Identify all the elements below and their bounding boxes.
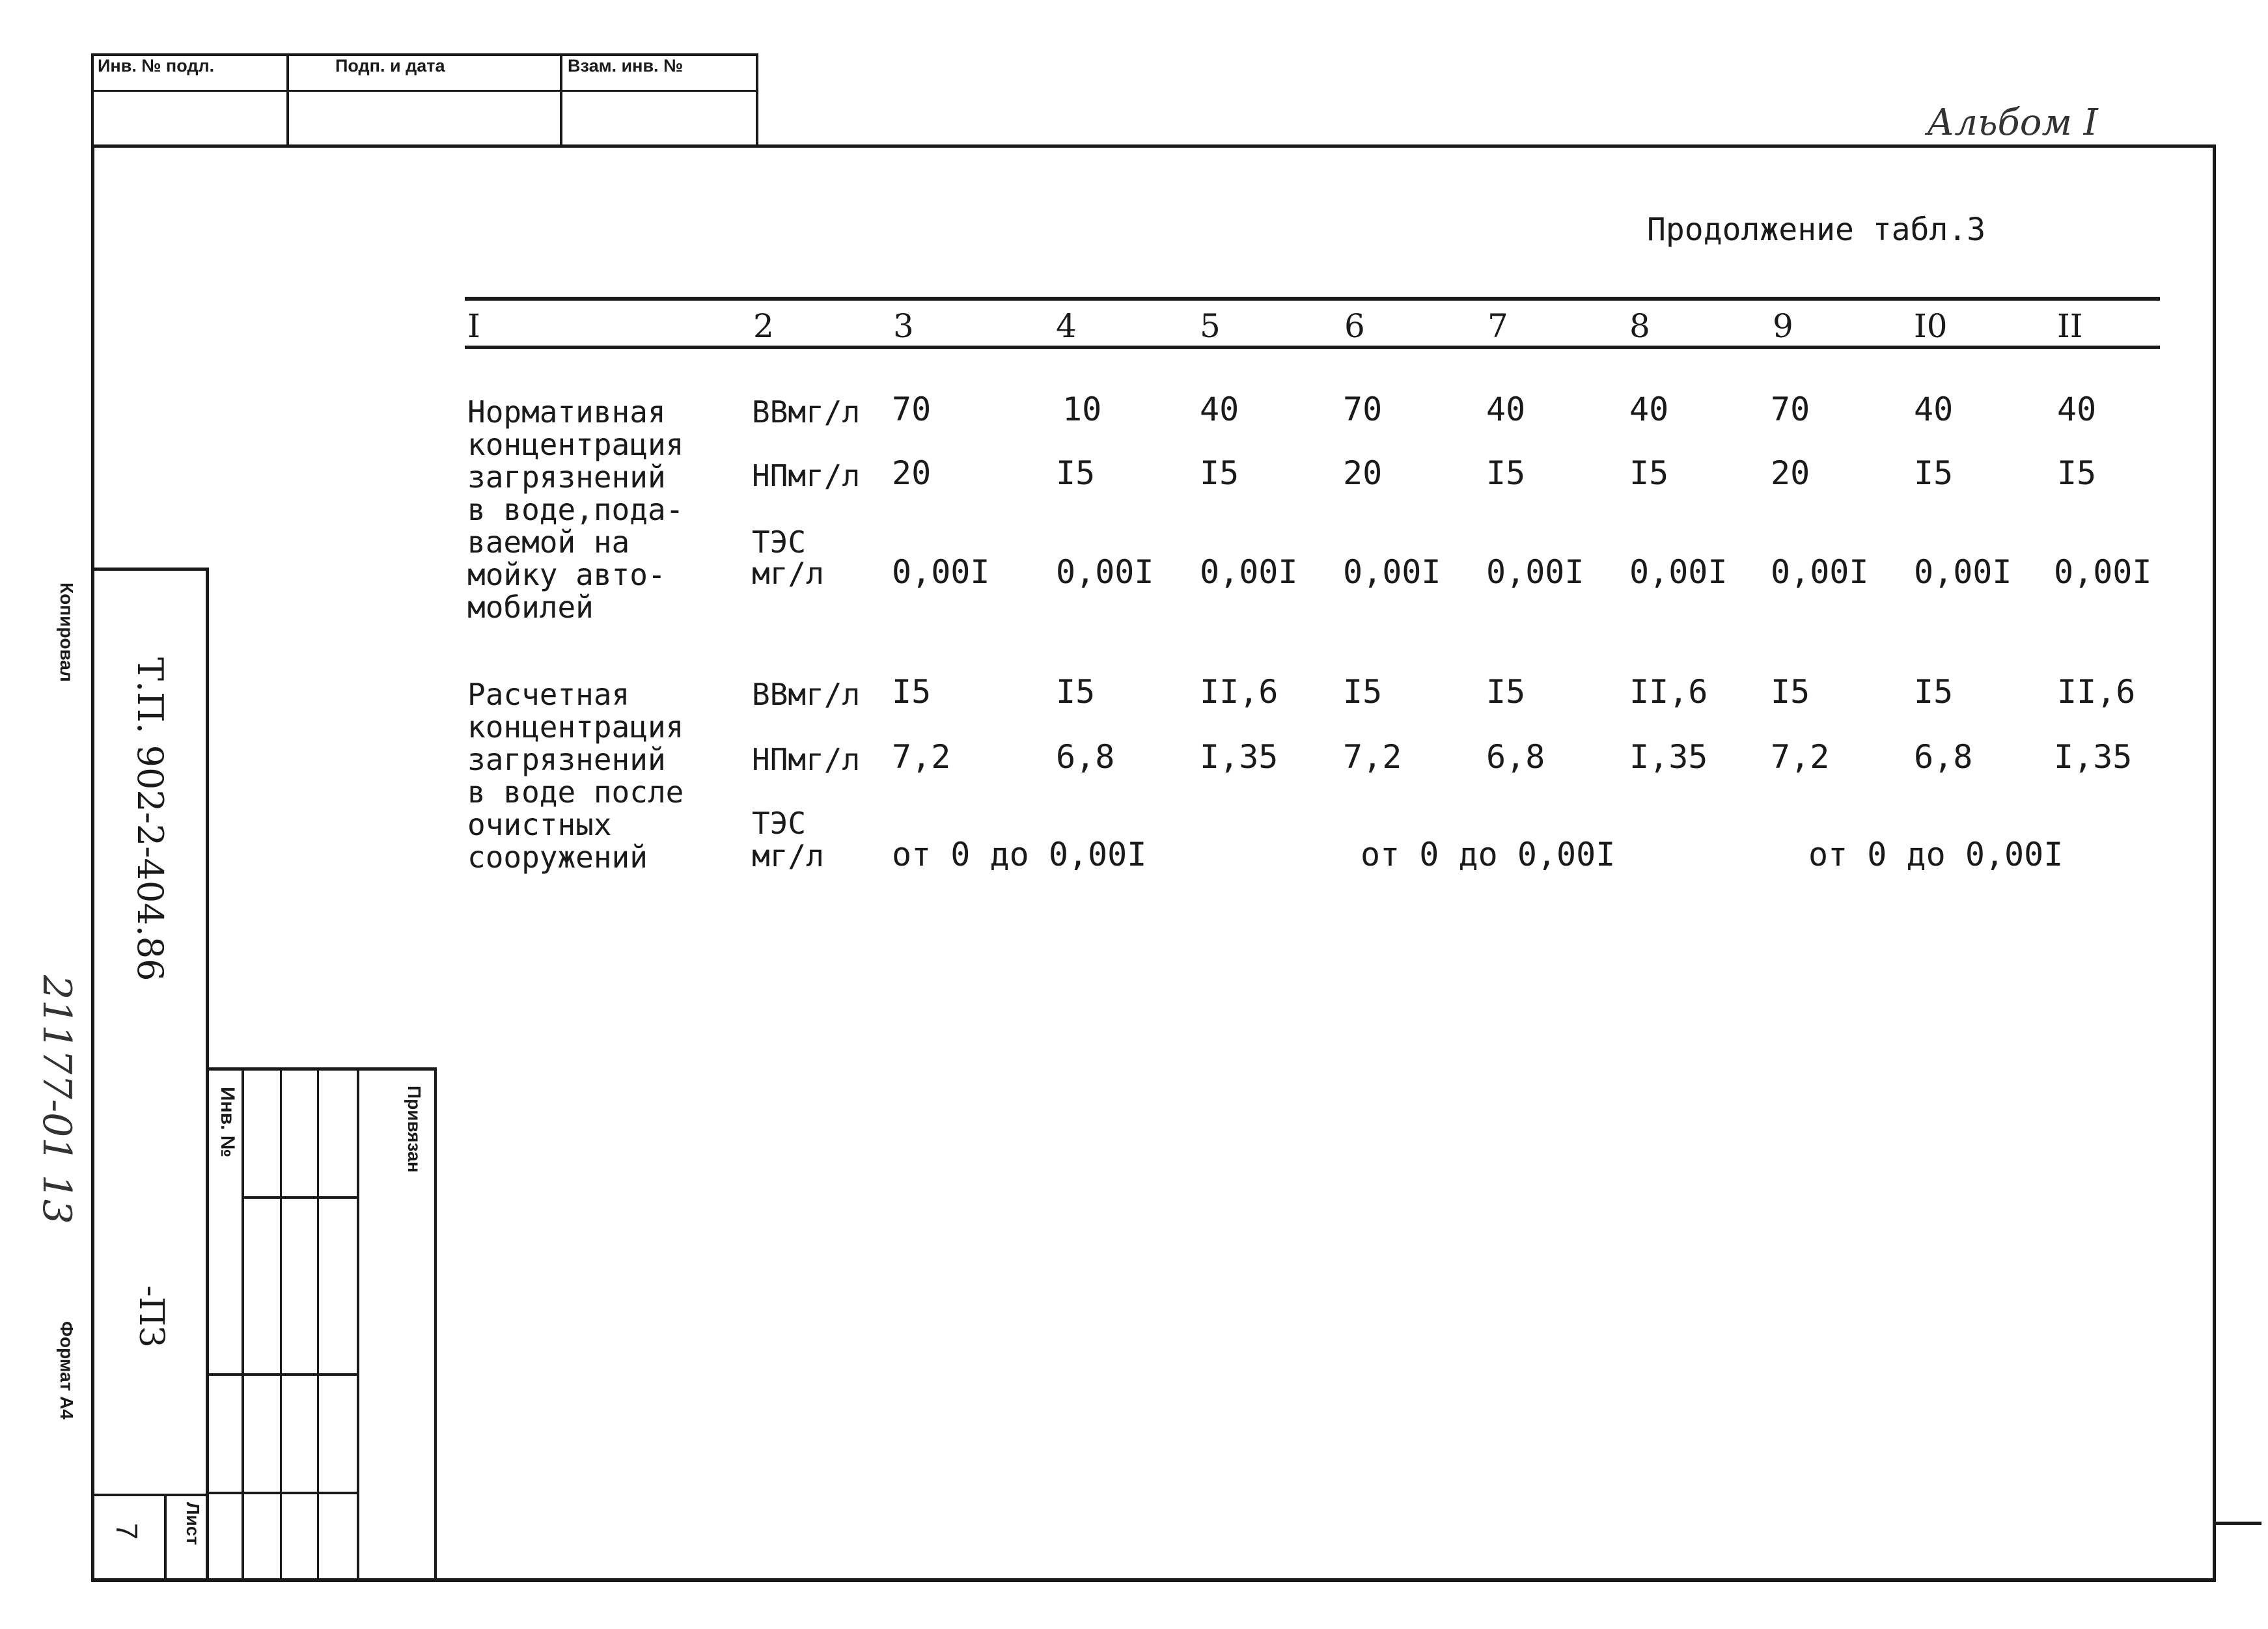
- format-label: Формат А4: [57, 1321, 77, 1419]
- calculated-np-value: I,35: [1200, 738, 1279, 776]
- side-stamp-top: [91, 568, 208, 571]
- column-header-11: II: [2057, 307, 2083, 345]
- normative-np-value: I5: [2057, 454, 2097, 492]
- calculated-np-value: 7,2: [1343, 738, 1402, 776]
- calculated-tes-unit: мг/л: [752, 838, 824, 873]
- calculated-tes-range: от 0 до 0,00I: [1361, 836, 1616, 873]
- column-header-7: 7: [1487, 307, 1508, 345]
- normative-np-value: I5: [1914, 454, 1954, 492]
- normative-bv-value: 70: [1771, 390, 1810, 428]
- doc-section: -ПЗ: [131, 1285, 171, 1348]
- stamp-podp-data: Подп. и дата: [335, 56, 445, 75]
- calculated-np-value: 7,2: [892, 738, 951, 776]
- normative-row-label: Нормативная концентрация загрязнений в воде,пода- ваемой на мойку авто- мобилей: [467, 394, 684, 625]
- normative-tes-value: 0,00I: [2054, 553, 2152, 591]
- privyazan-col-4: [357, 1067, 359, 1581]
- privyazan-label: Привязан: [404, 1086, 424, 1173]
- inv-no-label: Инв. №: [217, 1087, 238, 1158]
- calculated-bv-value: II,6: [1629, 673, 1708, 711]
- calculated-np-value: I,35: [2054, 738, 2133, 776]
- normative-bv-unit: ВВмг/л: [752, 394, 861, 430]
- calculated-bv-value: I5: [1771, 673, 1810, 711]
- privyazan-right: [434, 1067, 437, 1581]
- normative-np-value: 20: [892, 454, 932, 492]
- side-stamp-sheet-divider: [164, 1494, 167, 1581]
- frame-top: [91, 144, 2216, 148]
- frame-tick: [2216, 1522, 2261, 1525]
- normative-tes-value: 0,00I: [1343, 553, 1441, 591]
- calculated-bv-value: I5: [1486, 673, 1526, 711]
- stamp-inv-no-podl: Инв. № подл.: [98, 56, 215, 75]
- normative-bv-value: 40: [1200, 390, 1239, 428]
- side-stamp-right: [206, 568, 209, 1580]
- calculated-bv-unit: ВВмг/л: [752, 677, 861, 712]
- column-header-6: 6: [1344, 307, 1365, 345]
- normative-bv-value: 40: [2057, 390, 2097, 428]
- normative-bv-value: 70: [892, 390, 932, 428]
- calculated-np-value: 6,8: [1914, 738, 1973, 776]
- calculated-bv-value: I5: [1056, 673, 1096, 711]
- normative-tes-unit-name: ТЭС: [752, 525, 807, 560]
- column-header-4: 4: [1056, 307, 1077, 345]
- normative-bv-value: 40: [1914, 390, 1954, 428]
- kopiroval-label: Копировал: [57, 582, 77, 682]
- table-header-bottom-rule: [465, 346, 2160, 349]
- normative-tes-value: 0,00I: [1771, 553, 1869, 591]
- frame-left: [91, 144, 94, 1581]
- stamp-right-border: [756, 53, 758, 146]
- normative-bv-value: 70: [1343, 390, 1383, 428]
- table-title: Продолжение табл.3: [1647, 212, 1986, 248]
- normative-tes-value: 0,00I: [1629, 553, 1728, 591]
- column-header-2: 2: [753, 307, 774, 345]
- normative-np-value: 20: [1771, 454, 1810, 492]
- calculated-np-value: I,35: [1629, 738, 1708, 776]
- handwritten-number: 21177-01 13: [34, 975, 79, 1224]
- side-stamp-sheet-rule: [91, 1494, 208, 1496]
- normative-np-value: I5: [1056, 454, 1096, 492]
- calculated-tes-unit-name: ТЭС: [752, 806, 807, 841]
- column-header-1: I: [467, 307, 480, 345]
- privyazan-col-1: [242, 1067, 244, 1581]
- column-header-10: I0: [1914, 307, 1948, 345]
- normative-np-value: I5: [1200, 454, 1239, 492]
- calculated-tes-range: от 0 до 0,00I: [892, 836, 1147, 873]
- normative-np-unit: НПмг/л: [752, 458, 861, 493]
- privyazan-col-2: [280, 1067, 282, 1581]
- frame-bottom: [91, 1578, 2216, 1582]
- calculated-bv-value: II,6: [1200, 673, 1279, 711]
- calculated-bv-value: II,6: [2057, 673, 2136, 711]
- column-header-5: 5: [1200, 307, 1221, 345]
- frame-right: [2213, 144, 2216, 1581]
- normative-tes-value: 0,00I: [1914, 553, 2012, 591]
- normative-bv-value: 10: [1062, 390, 1102, 428]
- table-header-top-rule: [465, 297, 2160, 301]
- calculated-np-value: 7,2: [1771, 738, 1830, 776]
- calculated-bv-value: I5: [1343, 673, 1383, 711]
- privyazan-row-2: [206, 1373, 359, 1376]
- privyazan-row-1: [242, 1196, 359, 1199]
- normative-tes-value: 0,00I: [1200, 553, 1298, 591]
- column-header-8: 8: [1629, 307, 1650, 345]
- sheet-number: 7: [110, 1523, 144, 1540]
- calculated-np-value: 6,8: [1486, 738, 1545, 776]
- normative-np-value: 20: [1343, 454, 1383, 492]
- stamp-left-border: [91, 53, 94, 146]
- normative-bv-value: 40: [1629, 390, 1669, 428]
- normative-np-value: I5: [1629, 454, 1669, 492]
- column-header-3: 3: [893, 307, 914, 345]
- normative-bv-value: 40: [1486, 390, 1526, 428]
- stamp-divider-2: [560, 53, 562, 146]
- calculated-tes-range: от 0 до 0,00I: [1808, 836, 2064, 873]
- doc-code: Т.П. 902-2-404.86: [130, 657, 171, 981]
- normative-tes-value: 0,00I: [1056, 553, 1154, 591]
- privyazan-col-3: [317, 1067, 319, 1581]
- normative-np-value: I5: [1486, 454, 1526, 492]
- sheet-label: Лист: [183, 1502, 203, 1546]
- calculated-bv-value: I5: [892, 673, 932, 711]
- stamp-mid-border: [91, 90, 758, 92]
- normative-tes-value: 0,00I: [892, 553, 990, 591]
- privyazan-row-3: [206, 1492, 359, 1494]
- privyazan-top: [206, 1067, 437, 1071]
- stamp-vzam-inv-no: Взам. инв. №: [568, 56, 684, 75]
- normative-tes-unit: мг/л: [752, 556, 824, 591]
- calculated-row-label: Расчетная концентрация загрязнений в воде после очистных сооружений: [467, 677, 684, 875]
- stamp-divider-1: [286, 53, 289, 146]
- calculated-bv-value: I5: [1914, 673, 1954, 711]
- normative-tes-value: 0,00I: [1486, 553, 1584, 591]
- calculated-np-unit: НПмг/л: [752, 742, 861, 777]
- album-label: Альбом I: [1927, 102, 2098, 144]
- calculated-np-value: 6,8: [1056, 738, 1115, 776]
- column-header-9: 9: [1773, 307, 1793, 345]
